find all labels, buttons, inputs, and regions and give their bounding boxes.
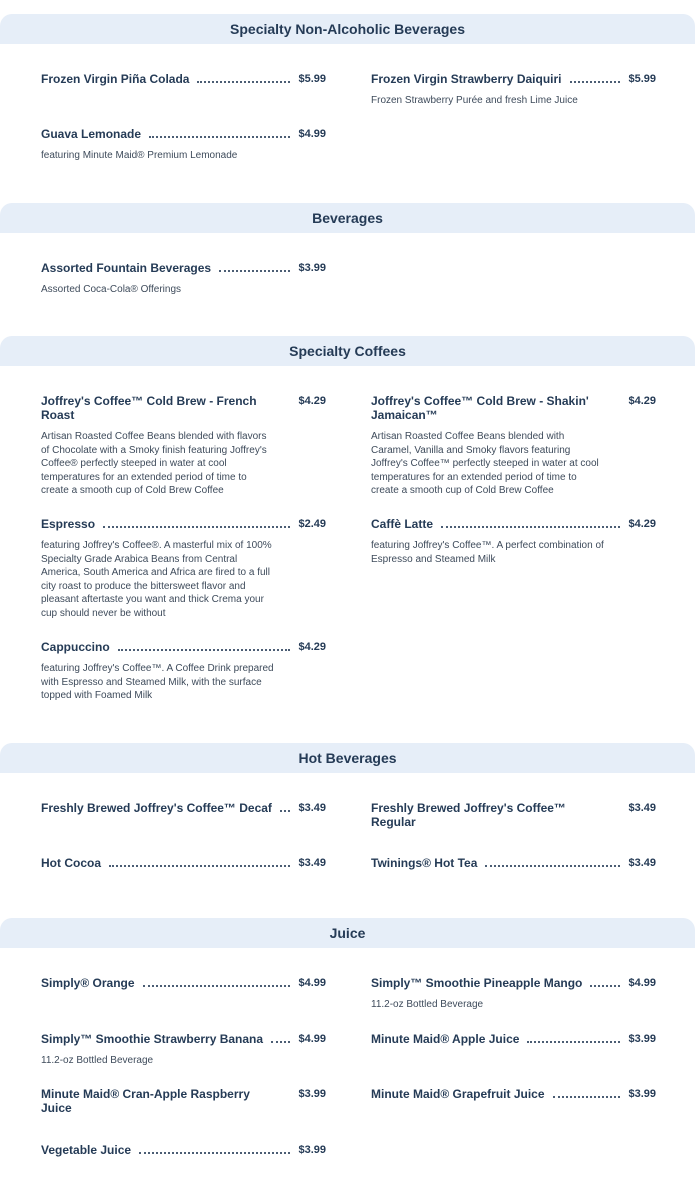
item-name: Simply™ Smoothie Pineapple Mango xyxy=(371,976,583,990)
item-name: Frozen Virgin Strawberry Daiquiri xyxy=(371,72,562,86)
menu-item[interactable] xyxy=(371,976,656,1012)
item-description: featuring Minute Maid® Premium Lemonade xyxy=(41,150,238,161)
section-title: Specialty Coffees xyxy=(289,343,406,359)
menu-item[interactable] xyxy=(41,640,326,703)
dot-leader xyxy=(197,72,290,83)
menu-item[interactable] xyxy=(41,976,326,990)
item-description: 11.2-oz Bottled Beverage xyxy=(371,999,484,1010)
item-name: Freshly Brewed Joffrey's Coffee™ Decaf xyxy=(41,801,272,815)
dot-leader xyxy=(527,1032,620,1043)
item-name: Guava Lemonade xyxy=(41,127,142,141)
item-name: Espresso xyxy=(41,517,96,531)
item-description: featuring Joffrey's Coffee™. A Coffee Drink prepared with Espresso and Steamed Milk, with the surface topped with Foamed Milk xyxy=(41,663,274,702)
section-title: Specialty Non-Alcoholic Beverages xyxy=(230,21,465,37)
item-name: Hot Cocoa xyxy=(41,856,101,870)
section-header-beverages xyxy=(0,203,695,233)
item-price: $4.99 xyxy=(628,977,656,989)
item-description: featuring Joffrey's Coffee®. A masterful mix of 100% Specialty Grade Arabica Beans from Central America, South America and Africa are fired to a full city roast to produce the bittersweet flavor and pleasant aftertaste you want and thick Crema your cup should never be without xyxy=(41,540,272,619)
menu-item[interactable] xyxy=(371,1087,656,1101)
item-name: Twinings® Hot Tea xyxy=(371,856,478,870)
dot-leader xyxy=(485,856,620,867)
item-description: Frozen Strawberry Purée and fresh Lime Juice xyxy=(371,95,578,106)
dot-leader xyxy=(118,640,290,651)
item-name: Caffè Latte xyxy=(371,517,434,531)
item-name: Frozen Virgin Piña Colada xyxy=(41,72,190,86)
menu-item[interactable] xyxy=(41,856,326,870)
item-price: $3.49 xyxy=(298,802,326,814)
item-price: $3.99 xyxy=(298,1088,326,1100)
item-name: Minute Maid® Cran-Apple Raspberry Juice xyxy=(41,1087,250,1115)
dot-leader xyxy=(219,261,290,272)
menu-item[interactable] xyxy=(41,801,326,815)
item-name: Joffrey's Coffee™ Cold Brew - Shakin' Jamaican™ xyxy=(371,394,589,422)
menu-item[interactable] xyxy=(371,394,656,498)
menu-item[interactable] xyxy=(41,1032,326,1068)
item-name: Joffrey's Coffee™ Cold Brew - French Roast xyxy=(41,394,257,422)
dot-leader xyxy=(271,1032,290,1043)
item-price: $3.49 xyxy=(628,857,656,869)
item-price: $3.49 xyxy=(298,857,326,869)
dot-leader xyxy=(590,976,620,987)
menu-item[interactable] xyxy=(371,72,656,108)
item-price: $4.99 xyxy=(298,977,326,989)
item-price: $4.29 xyxy=(628,518,656,530)
item-price: $4.29 xyxy=(628,395,656,407)
menu-item[interactable] xyxy=(41,394,326,498)
item-name: Freshly Brewed Joffrey's Coffee™ Regular xyxy=(371,801,566,829)
item-name: Simply™ Smoothie Strawberry Banana xyxy=(41,1032,264,1046)
section-header-non-alcoholic xyxy=(0,14,695,44)
section-header-specialty-coffees xyxy=(0,336,695,366)
item-description: Assorted Coca-Cola® Offerings xyxy=(41,284,182,295)
menu-item[interactable] xyxy=(371,801,656,829)
dot-leader xyxy=(103,517,290,528)
section-header-hot-beverages xyxy=(0,743,695,773)
dot-leader xyxy=(139,1143,290,1154)
item-price: $3.99 xyxy=(298,1144,326,1156)
item-name: Minute Maid® Grapefruit Juice xyxy=(371,1087,545,1101)
item-price: $4.29 xyxy=(298,395,326,407)
menu-item[interactable] xyxy=(41,127,326,163)
dot-leader xyxy=(441,517,620,528)
item-price: $4.99 xyxy=(298,1033,326,1045)
section-title: Juice xyxy=(329,925,366,941)
menu-item[interactable] xyxy=(371,517,656,566)
dot-leader xyxy=(109,856,290,867)
item-description: Artisan Roasted Coffee Beans blended with flavors of Chocolate with a Smoky finish featuring Joffrey's Coffee® perfectly steeped in water at cool temperatures for an extended period of time to create a smooth cup of Cold Brew Coffee xyxy=(41,431,267,497)
dot-leader xyxy=(149,127,290,138)
item-name: Assorted Fountain Beverages xyxy=(41,261,212,275)
menu-item[interactable] xyxy=(41,1143,326,1157)
section-header-juice xyxy=(0,918,695,948)
item-name: Minute Maid® Apple Juice xyxy=(371,1032,520,1046)
item-name: Simply® Orange xyxy=(41,976,135,990)
item-price: $5.99 xyxy=(628,73,656,85)
item-description: Artisan Roasted Coffee Beans blended with Caramel, Vanilla and Smoky flavors featuring Joffrey's Coffee™ perfectly steeped in water at cool temperatures for an extended period of time to create a smooth cup of Cold Brew Coffee xyxy=(371,431,599,497)
item-price: $3.99 xyxy=(298,262,326,274)
item-name: Vegetable Juice xyxy=(41,1143,132,1157)
menu-item[interactable] xyxy=(41,1087,326,1115)
item-description: featuring Joffrey's Coffee™. A perfect combination of Espresso and Steamed Milk xyxy=(371,540,604,565)
dot-leader xyxy=(143,976,290,987)
dot-leader xyxy=(570,72,621,83)
section-title: Beverages xyxy=(312,210,383,226)
item-price: $3.99 xyxy=(628,1088,656,1100)
menu-item[interactable] xyxy=(371,856,656,870)
menu-item[interactable] xyxy=(41,261,326,297)
dot-leader xyxy=(553,1087,620,1098)
section-title: Hot Beverages xyxy=(298,750,397,766)
menu-item[interactable] xyxy=(371,1032,656,1046)
item-price: $4.29 xyxy=(298,641,326,653)
menu-item[interactable] xyxy=(41,72,326,86)
item-price: $5.99 xyxy=(298,73,326,85)
item-price: $4.99 xyxy=(298,128,326,140)
item-description: 11.2-oz Bottled Beverage xyxy=(41,1055,154,1066)
item-price: $3.99 xyxy=(628,1033,656,1045)
dot-leader xyxy=(280,801,290,812)
item-price: $2.49 xyxy=(298,518,326,530)
menu-item[interactable] xyxy=(41,517,326,621)
item-price: $3.49 xyxy=(628,802,656,814)
item-name: Cappuccino xyxy=(41,640,110,654)
